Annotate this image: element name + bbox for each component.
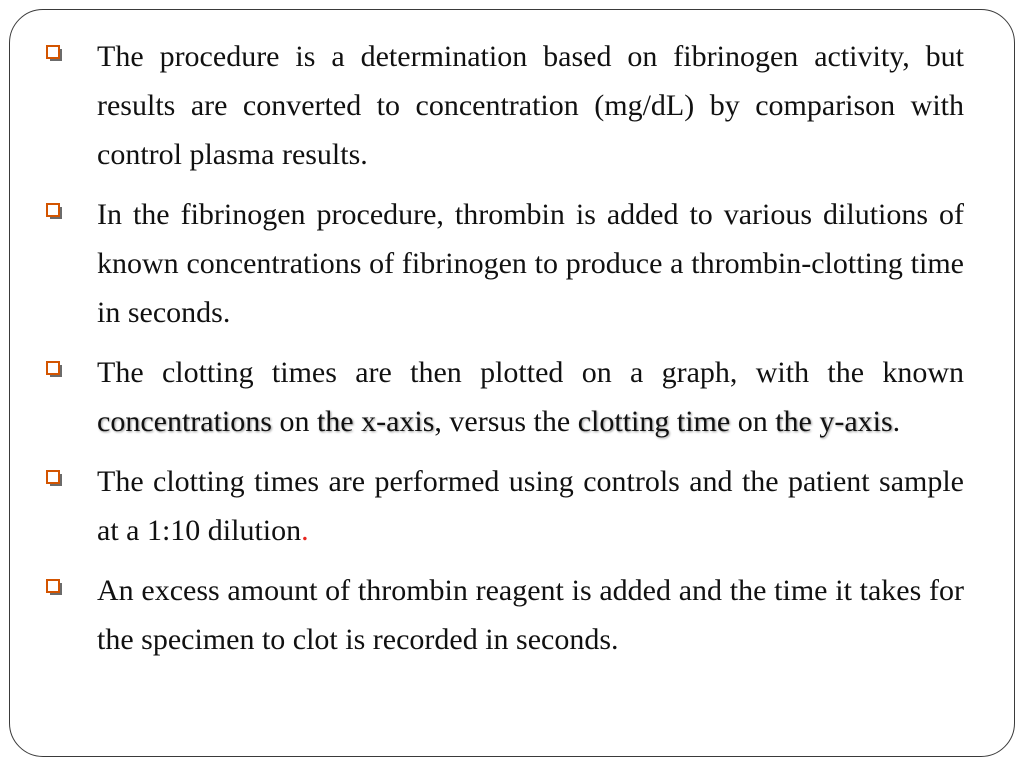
bullet-text-segment: In the fibrinogen procedure, thrombin is added to various dilutions of known concentrations of fibrinogen to produce a thrombin-clotting time in seconds. (97, 198, 964, 329)
square-bullet-icon (46, 470, 64, 482)
bullet-item (46, 32, 964, 179)
red-period: . (301, 514, 309, 547)
bullet-item (46, 566, 964, 664)
bullet-text-segment: . (892, 405, 901, 438)
bullet-text (97, 566, 964, 664)
bullet-text-segment: on (271, 405, 317, 438)
square-bullet-icon (46, 45, 64, 57)
bullet-item (46, 457, 964, 555)
bullet-text (97, 190, 964, 337)
bullet-text-segment: An excess amount of thrombin reagent is added and the time it takes for the specimen to clot is recorded in seconds. (97, 574, 964, 656)
bullet-item (46, 190, 964, 337)
square-bullet-icon (46, 579, 64, 591)
bullet-list (46, 32, 964, 675)
square-bullet-icon (46, 361, 64, 373)
bullet-text (97, 32, 964, 179)
bullet-text-segment: The clotting times are then plotted on a graph, with the known (97, 356, 964, 389)
emphasis-concentrations: concentrations (97, 405, 272, 438)
bullet-text (97, 457, 964, 555)
bullet-text-segment: , versus the (434, 405, 578, 438)
emphasis-clotting-time: clotting time (577, 405, 731, 438)
emphasis-x-axis: the x-axis (316, 405, 435, 438)
bullet-item (46, 348, 964, 446)
bullet-text-segment: on (730, 405, 776, 438)
bullet-text-segment: The clotting times are performed using controls and the patient sample at a 1:10 dilution (97, 465, 964, 547)
bullet-text-segment: The procedure is a determination based on fibrinogen activity, but results are converted to concentration (mg/dL) by comparison with control plasma results. (97, 40, 964, 171)
square-bullet-icon (46, 203, 64, 215)
bullet-text (97, 348, 964, 446)
emphasis-y-axis: the y-axis (775, 405, 893, 438)
